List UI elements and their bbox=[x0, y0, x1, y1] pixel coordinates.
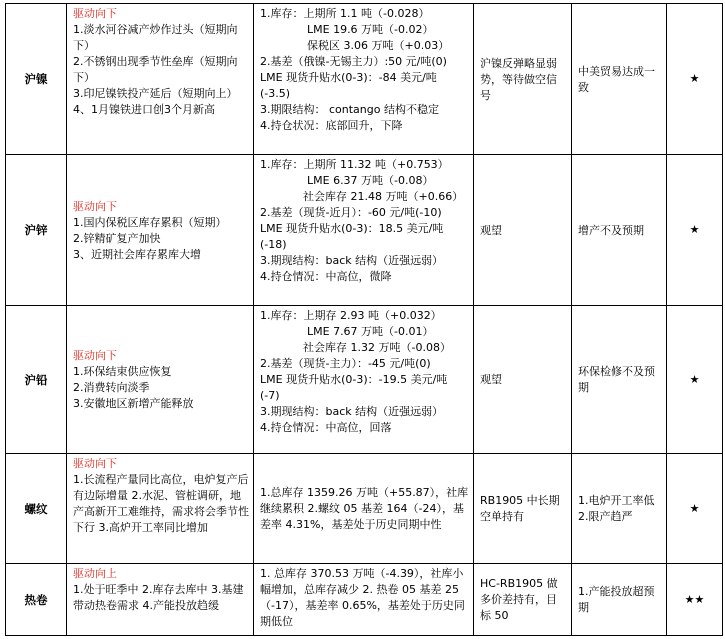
risk-cell: 增产不及预期 bbox=[572, 155, 667, 306]
risk-cell: 1.电炉开工率低 2.限产趋严 bbox=[572, 454, 667, 564]
fundamental-line: LME 现货升贴水(0-3)：-84 美元/吨 bbox=[260, 71, 437, 84]
fundamental-line: 1.库存：上期所 1.1 吨（-0.028） bbox=[260, 7, 430, 20]
commodity-name: 沪铅 bbox=[6, 306, 67, 454]
drivers-cell bbox=[67, 155, 254, 306]
driver-item: 1.淡水河谷减产炒作过头（短期向下） bbox=[73, 23, 238, 52]
fundamental-line: 2.基差（现货-近月）：-60 元/吨(-10) bbox=[260, 206, 442, 219]
fundamental-line: (-18) bbox=[260, 238, 287, 251]
rating-stars: ★ bbox=[667, 454, 723, 564]
fundamentals-cell bbox=[254, 155, 474, 306]
rating-stars: ★ bbox=[667, 4, 723, 155]
fundamental-line: 社会库存 1.32 万吨（-0.08） bbox=[303, 341, 451, 354]
drivers-title: 驱动向下 bbox=[73, 199, 117, 213]
driver-item: 2.不锈钢出现季节性垒库（短期向下） bbox=[73, 55, 238, 84]
table-row-rebar bbox=[6, 454, 723, 564]
driver-item: 4、1月镍铁进口创3个月新高 bbox=[73, 103, 215, 116]
rating-stars: ★★ bbox=[667, 564, 723, 636]
fundamental-line: LME 7.67 万吨（-0.01） bbox=[307, 325, 434, 338]
commodity-name: 热卷 bbox=[6, 564, 67, 636]
table-row-hot-coil bbox=[6, 564, 723, 636]
risk-cell: 环保检修不及预期 bbox=[572, 306, 667, 454]
fundamental-line: (-7) bbox=[260, 389, 280, 402]
drivers-title: 驱动向下 bbox=[73, 457, 117, 470]
driver-item: 2.消费转向淡季 bbox=[73, 381, 150, 394]
commodity-name: 沪锌 bbox=[6, 155, 67, 306]
driver-item: 2.锌精矿复产加快 bbox=[73, 231, 161, 245]
fundamentals-text: 1.总库存 1359.26 万吨（+55.87），社库继续累积 2.螺纹 05 基差 164（-24），基差率 4.31%，基差处于历史同期中性 bbox=[260, 486, 469, 531]
drivers-text: 1.长流程产量同比高位，电炉复产后有边际增量 2.水泥、管桩调研，地产高新开工难维持，需求将会季节性下行 3.高炉开工率同比增加 bbox=[73, 473, 249, 534]
fundamental-line: 4.持仓情况：中高位，微降 bbox=[260, 270, 392, 283]
strategy-table bbox=[5, 3, 723, 636]
drivers-cell bbox=[67, 564, 254, 636]
driver-item: 3、近期社会库存累库大增 bbox=[73, 247, 201, 261]
table-row-lead bbox=[6, 306, 723, 454]
fundamental-line: 社会库存 21.48 万吨（+0.66） bbox=[303, 190, 464, 203]
driver-item: 1.环保结束供应恢复 bbox=[73, 365, 172, 378]
fundamental-line: LME 现货升贴水(0-3)：18.5 美元/吨 bbox=[260, 222, 444, 235]
drivers-title: 驱动向下 bbox=[73, 7, 117, 20]
driver-item: 3.印尼镍铁投产延后（短期向上） bbox=[73, 87, 238, 100]
fundamental-line: 4.持仓情况：中高位，回落 bbox=[260, 421, 392, 434]
view-cell: 观望 bbox=[474, 155, 572, 306]
fundamental-line: 保税区 3.06 万吨（+0.03） bbox=[307, 39, 450, 52]
view-cell: 沪镍反弹略显弱势，等待做空信号 bbox=[474, 4, 572, 155]
fundamental-line: LME 6.37 万吨（-0.08） bbox=[307, 174, 434, 187]
rating-stars: ★ bbox=[667, 306, 723, 454]
view-cell: RB1905 中长期空单持有 bbox=[474, 454, 572, 564]
fundamental-line: 3.期现结构：back 结构（近强远弱） bbox=[260, 254, 444, 267]
fundamental-line: (-3.5) bbox=[260, 87, 291, 100]
view-cell: HC-RB1905 做多价差持有，目标 50 bbox=[474, 564, 572, 636]
fundamentals-cell bbox=[254, 564, 474, 636]
fundamental-line: 1.库存：上期存 2.93 吨（+0.032） bbox=[260, 309, 442, 322]
commodity-name: 沪镍 bbox=[6, 4, 67, 155]
risk-cell: 1.产能投放超预期 bbox=[572, 564, 667, 636]
table-row-nickel bbox=[6, 4, 723, 155]
fundamental-line: 3.期限结构： contango 结构不稳定 bbox=[260, 103, 439, 116]
fundamentals-cell bbox=[254, 454, 474, 564]
commodity-name: 螺纹 bbox=[6, 454, 67, 564]
rating-stars: ★ bbox=[667, 155, 723, 306]
drivers-title: 驱动向下 bbox=[73, 349, 117, 362]
fundamental-line: 3.期现结构：back 结构（近强远弱） bbox=[260, 405, 444, 418]
fundamental-line: 1.库存：上期所 11.32 吨（+0.753） bbox=[260, 158, 449, 171]
driver-item: 1.国内保税区库存累积（短期） bbox=[73, 215, 227, 229]
drivers-cell bbox=[67, 4, 254, 155]
fundamental-line: LME 现货升贴水(0-3)：-19.5 美元/吨 bbox=[260, 373, 448, 386]
fundamental-line: 2.基差（俄镍-无锡主力）:50 元/吨(0) bbox=[260, 55, 447, 68]
table-row-zinc bbox=[6, 155, 723, 306]
fundamentals-cell bbox=[254, 4, 474, 155]
drivers-text: 1.处于旺季中 2.库存去库中 3.基建带动热卷需求 4.产能投放趋缓 bbox=[73, 583, 244, 612]
fundamental-line: 4.持仓状况：底部回升，下降 bbox=[260, 119, 403, 132]
drivers-cell bbox=[67, 454, 254, 564]
fundamental-line: LME 19.6 万吨（-0.02） bbox=[307, 23, 434, 36]
fundamentals-text: 1. 总库存 370.53 万吨（-4.39），社库小幅增加，总库存减少 2. 热卷 05 基差 25（-17），基差率 0.65%，基差处于历史同期低位 bbox=[260, 567, 465, 628]
fundamentals-cell bbox=[254, 306, 474, 454]
view-cell: 观望 bbox=[474, 306, 572, 454]
fundamental-line: 2.基差（现货-主力）：-45 元/吨(0) bbox=[260, 357, 431, 370]
drivers-title: 驱动向上 bbox=[73, 567, 117, 580]
driver-item: 3.安徽地区新增产能释放 bbox=[73, 397, 194, 410]
drivers-cell bbox=[67, 306, 254, 454]
risk-cell: 中美贸易达成一致 bbox=[572, 4, 667, 155]
